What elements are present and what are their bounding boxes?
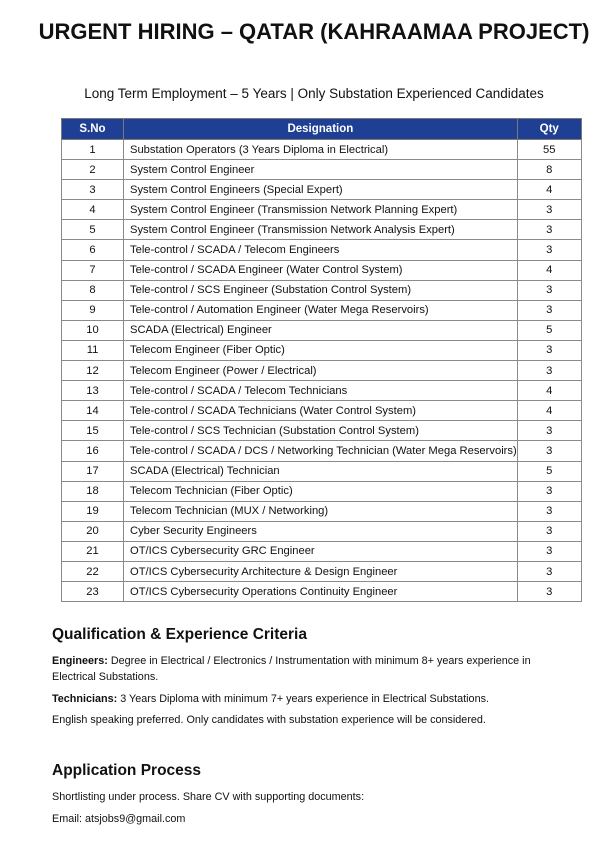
row-qty: 5	[517, 461, 581, 481]
row-qty: 4	[517, 401, 581, 421]
row-sno: 12	[62, 361, 124, 381]
engineers-label: Engineers:	[52, 655, 108, 667]
row-qty: 3	[517, 200, 581, 220]
row-designation: System Control Engineers (Special Expert)	[124, 180, 518, 200]
table-row	[62, 220, 582, 240]
row-qty: 4	[517, 260, 581, 280]
column-header-sno: S.No	[62, 119, 124, 140]
row-sno: 8	[62, 280, 124, 300]
row-qty: 3	[517, 361, 581, 381]
row-qty: 3	[517, 561, 581, 581]
row-qty: 3	[517, 280, 581, 300]
table-row	[62, 521, 582, 541]
table-body	[62, 140, 582, 602]
page-subtitle: Long Term Employment – 5 Years | Only Substation Experienced Candidates	[84, 86, 544, 101]
table-row	[62, 180, 582, 200]
row-designation: Telecom Technician (Fiber Optic)	[124, 481, 518, 501]
row-designation: Tele-control / SCADA / Telecom Engineers	[124, 240, 518, 260]
table-row	[62, 260, 582, 280]
table-row	[62, 582, 582, 602]
contact-email	[52, 811, 562, 827]
row-designation: OT/ICS Cybersecurity GRC Engineer	[124, 541, 518, 561]
row-sno: 20	[62, 521, 124, 541]
table-row	[62, 401, 582, 421]
row-sno: 9	[62, 300, 124, 320]
column-header-qty: Qty	[517, 119, 581, 140]
row-qty: 55	[517, 140, 581, 160]
row-sno: 18	[62, 481, 124, 501]
row-designation: Telecom Engineer (Power / Electrical)	[124, 361, 518, 381]
row-designation: System Control Engineer	[124, 160, 518, 180]
row-qty: 4	[517, 381, 581, 401]
row-sno: 13	[62, 381, 124, 401]
row-designation: OT/ICS Cybersecurity Architecture & Design Engineer	[124, 561, 518, 581]
row-qty: 3	[517, 240, 581, 260]
row-sno: 7	[62, 260, 124, 280]
row-designation: Tele-control / SCS Engineer (Substation Control System)	[124, 280, 518, 300]
row-sno: 4	[62, 200, 124, 220]
table-row	[62, 481, 582, 501]
table-header-row	[62, 119, 582, 140]
row-designation: SCADA (Electrical) Technician	[124, 461, 518, 481]
row-sno: 11	[62, 340, 124, 360]
row-qty: 3	[517, 441, 581, 461]
row-sno: 6	[62, 240, 124, 260]
row-sno: 22	[62, 561, 124, 581]
row-qty: 3	[517, 501, 581, 521]
row-qty: 3	[517, 582, 581, 602]
table-row	[62, 461, 582, 481]
row-designation: Tele-control / SCADA / Telecom Technicians	[124, 381, 518, 401]
row-designation: Tele-control / SCADA Technicians (Water Control System)	[124, 401, 518, 421]
table-row	[62, 320, 582, 340]
technicians-criteria	[52, 691, 562, 707]
row-designation: Substation Operators (3 Years Diploma in Electrical)	[124, 140, 518, 160]
row-designation: Cyber Security Engineers	[124, 521, 518, 541]
engineers-criteria	[52, 653, 562, 685]
row-sno: 23	[62, 582, 124, 602]
positions-table	[61, 118, 582, 602]
application-heading: Application Process	[52, 762, 202, 779]
row-qty: 3	[517, 421, 581, 441]
row-sno: 21	[62, 541, 124, 561]
table-row	[62, 340, 582, 360]
row-qty: 5	[517, 320, 581, 340]
row-qty: 8	[517, 160, 581, 180]
row-designation: Tele-control / SCADA / DCS / Networking Technician (Water Mega Reservoirs)	[124, 441, 518, 461]
row-qty: 3	[517, 300, 581, 320]
engineers-text: Degree in Electrical / Electronics / Instrumentation with minimum 8+ years experience in Electrical Substations.	[52, 655, 531, 683]
table-row	[62, 300, 582, 320]
row-qty: 3	[517, 340, 581, 360]
table-row	[62, 240, 582, 260]
row-sno: 15	[62, 421, 124, 441]
application-instructions: Shortlisting under process. Share CV with supporting documents:	[52, 791, 365, 803]
row-sno: 10	[62, 320, 124, 340]
table-row	[62, 280, 582, 300]
table-row	[62, 561, 582, 581]
page-title: URGENT HIRING – QATAR (KAHRAAMAA PROJECT)	[38, 19, 590, 44]
table-row	[62, 541, 582, 561]
row-designation: OT/ICS Cybersecurity Operations Continuity Engineer	[124, 582, 518, 602]
row-qty: 4	[517, 180, 581, 200]
table-row	[62, 160, 582, 180]
table-row	[62, 421, 582, 441]
row-qty: 3	[517, 541, 581, 561]
row-sno: 3	[62, 180, 124, 200]
technicians-text: 3 Years Diploma with minimum 7+ years experience in Electrical Substations.	[120, 693, 489, 705]
row-sno: 16	[62, 441, 124, 461]
row-sno: 19	[62, 501, 124, 521]
row-sno: 17	[62, 461, 124, 481]
row-designation: SCADA (Electrical) Engineer	[124, 320, 518, 340]
row-sno: 5	[62, 220, 124, 240]
row-sno: 2	[62, 160, 124, 180]
language-note: English speaking preferred. Only candidates with substation experience will be considered.	[52, 714, 486, 726]
table-row	[62, 501, 582, 521]
table-row	[62, 361, 582, 381]
row-qty: 3	[517, 220, 581, 240]
table-row	[62, 140, 582, 160]
table-row	[62, 441, 582, 461]
email-label: Email:	[52, 813, 82, 825]
table-row	[62, 200, 582, 220]
row-designation: Telecom Technician (MUX / Networking)	[124, 501, 518, 521]
technicians-label: Technicians:	[52, 693, 118, 705]
email-link[interactable]: atsjobs9@gmail.com	[85, 813, 186, 825]
row-designation: System Control Engineer (Transmission Network Planning Expert)	[124, 200, 518, 220]
row-qty: 3	[517, 481, 581, 501]
row-designation: System Control Engineer (Transmission Network Analysis Expert)	[124, 220, 518, 240]
row-qty: 3	[517, 521, 581, 541]
row-designation: Tele-control / SCS Technician (Substation Control System)	[124, 421, 518, 441]
qualification-heading: Qualification & Experience Criteria	[52, 626, 307, 643]
row-designation: Telecom Engineer (Fiber Optic)	[124, 340, 518, 360]
table-row	[62, 381, 582, 401]
row-designation: Tele-control / Automation Engineer (Water Mega Reservoirs)	[124, 300, 518, 320]
row-sno: 14	[62, 401, 124, 421]
column-header-designation: Designation	[124, 119, 518, 140]
row-designation: Tele-control / SCADA Engineer (Water Control System)	[124, 260, 518, 280]
row-sno: 1	[62, 140, 124, 160]
